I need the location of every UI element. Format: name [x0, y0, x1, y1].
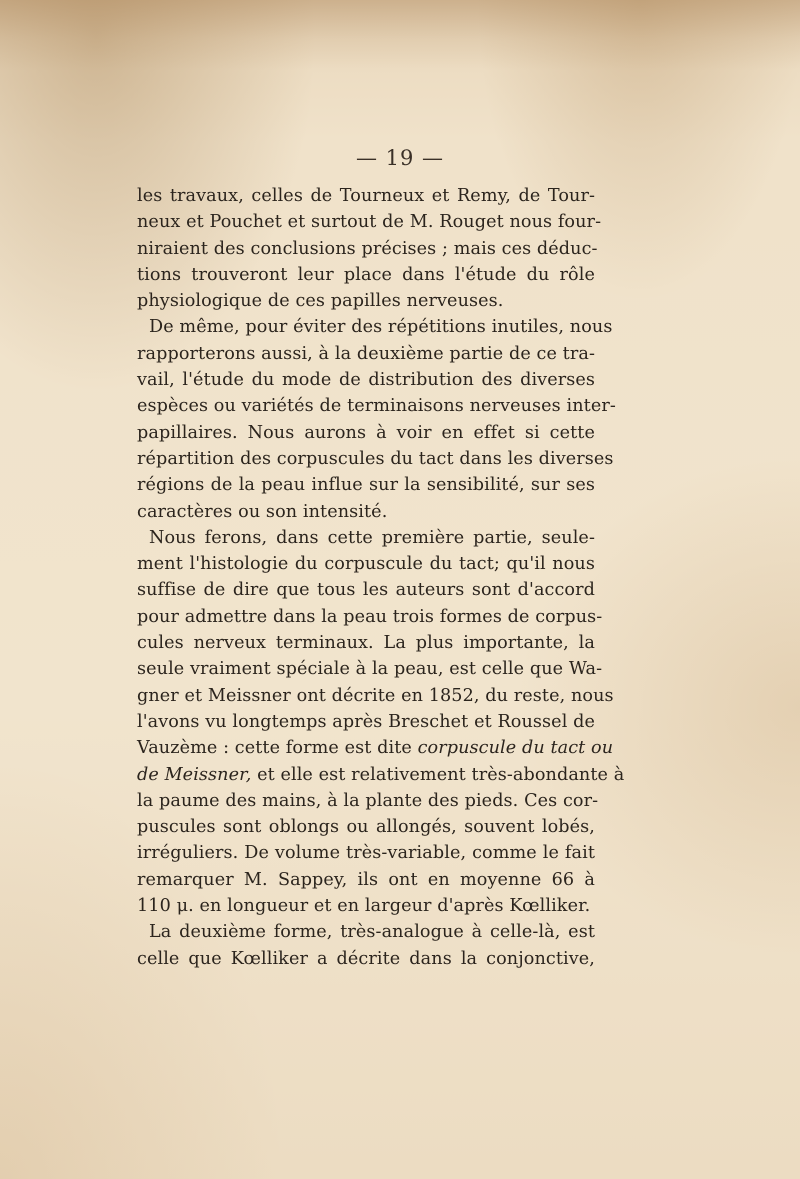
text-line: neux et Pouchet et surtout de M. Rouget nous four- — [137, 212, 602, 233]
text-line: tions trouveront leur place dans l'étude du rôle — [137, 264, 595, 285]
text-line — [137, 735, 614, 761]
text-line: caractères ou son intensité. — [137, 501, 388, 522]
text-line: seule vraiment spéciale à la peau, est celle que Wa- — [137, 659, 603, 680]
text-line: niraient des conclusions précises ; mais ces déduc- — [137, 238, 598, 259]
text-segment: et elle est relativement très-abondante à — [257, 764, 625, 785]
text-line — [137, 762, 625, 788]
text-line: De même, pour éviter des répétitions inutiles, nous — [149, 317, 613, 338]
text-line: gner et Meissner ont décrite en 1852, du reste, nous — [137, 685, 614, 706]
text-line: papillaires. Nous aurons à voir en effet si cette — [137, 422, 595, 443]
page-number: — 19 — — [355, 146, 445, 170]
page-edge-shadow — [0, 0, 800, 70]
text-line: celle que Kœlliker a décrite dans la conjonctive, — [137, 948, 595, 969]
text-line: vail, l'étude du mode de distribution des diverses — [137, 370, 595, 391]
text-line: puscules sont oblongs ou allongés, souvent lobés, — [137, 817, 595, 838]
body-text — [137, 183, 625, 972]
text-line: La deuxième forme, très-analogue à celle-là, est — [149, 922, 595, 943]
text-line: physiologique de ces papilles nerveuses. — [137, 291, 504, 312]
text-line: 110 μ. en longueur et en largeur d'après Kœlliker. — [137, 896, 591, 917]
text-line: remarquer M. Sappey, ils ont en moyenne 66 à — [137, 869, 595, 890]
text-line: ment l'histologie du corpuscule du tact; qu'il nous — [137, 554, 595, 575]
text-line: l'avons vu longtemps après Breschet et Roussel de — [137, 711, 595, 732]
text-line: rapporterons aussi, à la deuxième partie de ce tra- — [137, 343, 596, 364]
text-line: suffise de dire que tous les auteurs sont d'accord — [137, 580, 595, 601]
text-line: pour admettre dans la peau trois formes de corpus- — [137, 606, 603, 627]
text-line: espèces ou variétés de terminaisons nerveuses inter- — [137, 396, 616, 417]
text-line: régions de la peau influe sur la sensibilité, sur ses — [137, 475, 595, 496]
text-line: la paume des mains, à la plante des pieds. Ces cor- — [137, 790, 599, 811]
text-line: cules nerveux terminaux. La plus importante, la — [137, 633, 595, 654]
text-line: les travaux, celles de Tourneux et Remy, de Tour- — [137, 186, 595, 206]
text-line: irréguliers. De volume très-variable, comme le fait — [137, 843, 595, 864]
italic-term: de Meissner, — [137, 764, 252, 785]
text-line: Nous ferons, dans cette première partie, seule- — [149, 527, 595, 548]
italic-term: corpuscule du tact ou — [417, 738, 614, 759]
text-segment: Vauzème : cette forme est dite — [137, 738, 412, 759]
text-line: répartition des corpuscules du tact dans les diverses — [137, 448, 614, 469]
